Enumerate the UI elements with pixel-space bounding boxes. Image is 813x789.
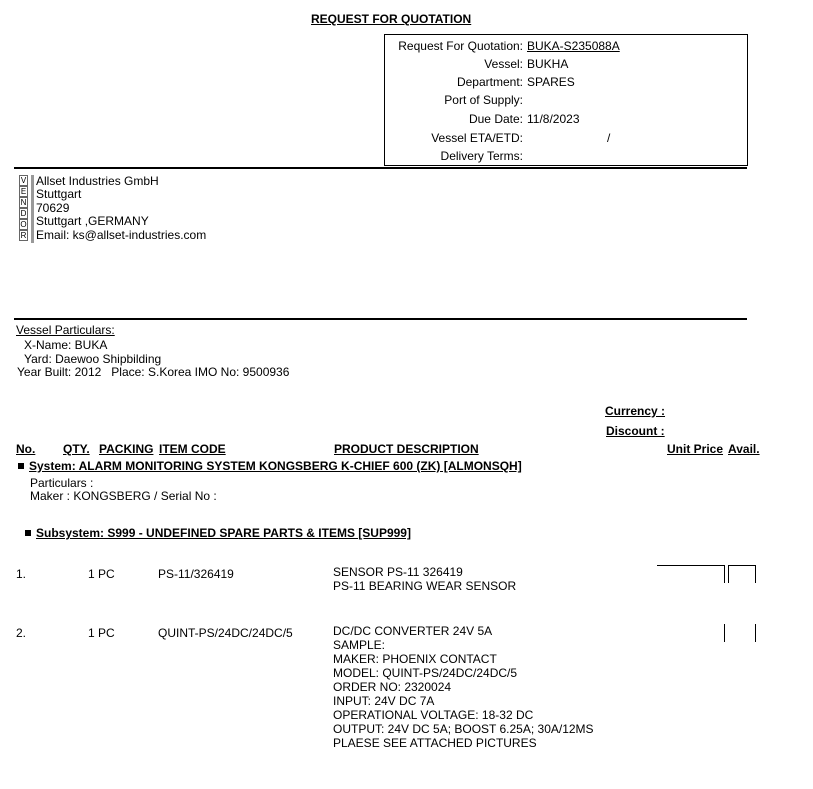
description-line: PLAESE SEE ATTACHED PICTURES	[333, 736, 537, 750]
box-edge	[728, 565, 729, 583]
header-label: Department:	[456, 75, 523, 89]
discount-label: Discount :	[606, 424, 665, 438]
header-value: 11/8/2023	[527, 112, 580, 126]
box-edge	[755, 624, 756, 642]
divider	[14, 167, 747, 169]
vessel-yard: Yard: Daewoo Shipbilding	[24, 352, 162, 366]
vendor-zip: 70629	[36, 200, 70, 215]
header-row-rfq	[385, 39, 747, 57]
header-row-port	[385, 93, 747, 111]
description-line: ORDER NO: 2320024	[333, 680, 452, 694]
item-qty: 1 PC	[88, 626, 115, 640]
vessel-particulars-heading: Vessel Particulars:	[16, 323, 115, 337]
box-edge	[728, 565, 755, 566]
description-line: OPERATIONAL VOLTAGE: 18-32 DC	[333, 708, 534, 722]
header-value: BUKHA	[527, 57, 569, 71]
item-no: 2.	[16, 626, 27, 640]
description-line: INPUT: 24V DC 7A	[333, 694, 435, 708]
header-row-due-date	[385, 112, 747, 130]
col-avail-header: Avail.	[728, 442, 760, 456]
item-code: QUINT-PS/24DC/24DC/5	[158, 626, 293, 640]
system-particulars: Particulars :	[30, 476, 94, 490]
col-no-header: No.	[16, 442, 36, 456]
vendor-letter: R	[20, 231, 27, 240]
vendor-country: Stuttgart ,GERMANY	[36, 214, 149, 229]
box-edge	[755, 565, 756, 583]
vendor-city: Stuttgart	[36, 187, 82, 202]
vendor-name: Allset Industries GmbH	[36, 174, 159, 188]
header-row-vessel	[385, 57, 747, 75]
vendor-letter: D	[20, 209, 27, 218]
subsystem-title: Subsystem: S999 - UNDEFINED SPARE PARTS & ITEMS [SUP999]	[36, 526, 411, 540]
vendor-address	[36, 175, 206, 242]
item-code: PS-11/326419	[158, 567, 234, 581]
header-label: Port of Supply:	[444, 93, 523, 107]
system-title: System: ALARM MONITORING SYSTEM KONGSBERG K-CHIEF 600 (ZK) [ALMONSQH]	[29, 459, 522, 473]
system-maker: Maker : KONGSBERG / Serial No :	[30, 489, 217, 503]
box-edge	[657, 565, 724, 566]
page-title: REQUEST FOR QUOTATION	[311, 12, 472, 26]
bullet-icon	[25, 530, 31, 536]
item-qty: 1 PC	[88, 567, 115, 581]
description-line: OUTPUT: 24V DC 5A; BOOST 6.25A; 30A/12MS	[333, 722, 594, 736]
box-edge	[724, 565, 725, 583]
header-label: Vessel ETA/ETD:	[431, 131, 523, 145]
header-label: Request For Quotation:	[398, 39, 523, 53]
header-value: /	[607, 131, 611, 145]
description-line: SAMPLE:	[333, 638, 386, 652]
vendor-letter: V	[20, 176, 27, 185]
description-line: MODEL: QUINT-PS/24DC/24DC/5	[333, 666, 518, 680]
col-description-header: PRODUCT DESCRIPTION	[334, 442, 479, 456]
vessel-x-name: X-Name: BUKA	[24, 338, 108, 352]
col-packing-header: PACKING	[99, 442, 154, 456]
header-label: Delivery Terms:	[440, 149, 523, 163]
header-value: SPARES	[527, 75, 575, 89]
vendor-email[interactable]: Email: ks@allset-industries.com	[36, 227, 207, 242]
vendor-label-strip	[18, 175, 34, 243]
item-description	[333, 624, 594, 750]
col-qty-header: QTY.	[63, 442, 90, 456]
col-item-code-header: ITEM CODE	[159, 442, 226, 456]
header-label: Vessel:	[484, 57, 523, 71]
bullet-icon	[18, 463, 24, 469]
rfq-number-link[interactable]: BUKA-S235088A	[527, 39, 620, 53]
vendor-letter: O	[20, 220, 27, 229]
rfq-header-box	[384, 34, 748, 166]
header-label: Due Date:	[468, 112, 523, 126]
vessel-built-line: Year Built: 2012 Place: S.Korea IMO No: 9500936	[17, 365, 290, 379]
header-row-department	[385, 75, 747, 93]
vendor-letter: E	[20, 187, 27, 196]
system-row	[18, 459, 522, 473]
description-line: MAKER: PHOENIX CONTACT	[333, 652, 497, 666]
subsystem-row	[25, 526, 411, 540]
currency-label: Currency :	[605, 404, 666, 418]
description-line: SENSOR PS-11 326419	[333, 565, 463, 579]
header-row-delivery	[385, 149, 747, 167]
box-edge	[724, 624, 725, 642]
item-description	[333, 565, 516, 593]
description-line: DC/DC CONVERTER 24V 5A	[333, 624, 493, 638]
item-no: 1.	[16, 567, 27, 581]
header-row-eta	[385, 131, 747, 149]
description-line: PS-11 BEARING WEAR SENSOR	[333, 579, 517, 593]
divider	[14, 318, 747, 320]
vendor-letter: N	[20, 198, 27, 207]
col-unit-price-header: Unit Price	[667, 442, 724, 456]
